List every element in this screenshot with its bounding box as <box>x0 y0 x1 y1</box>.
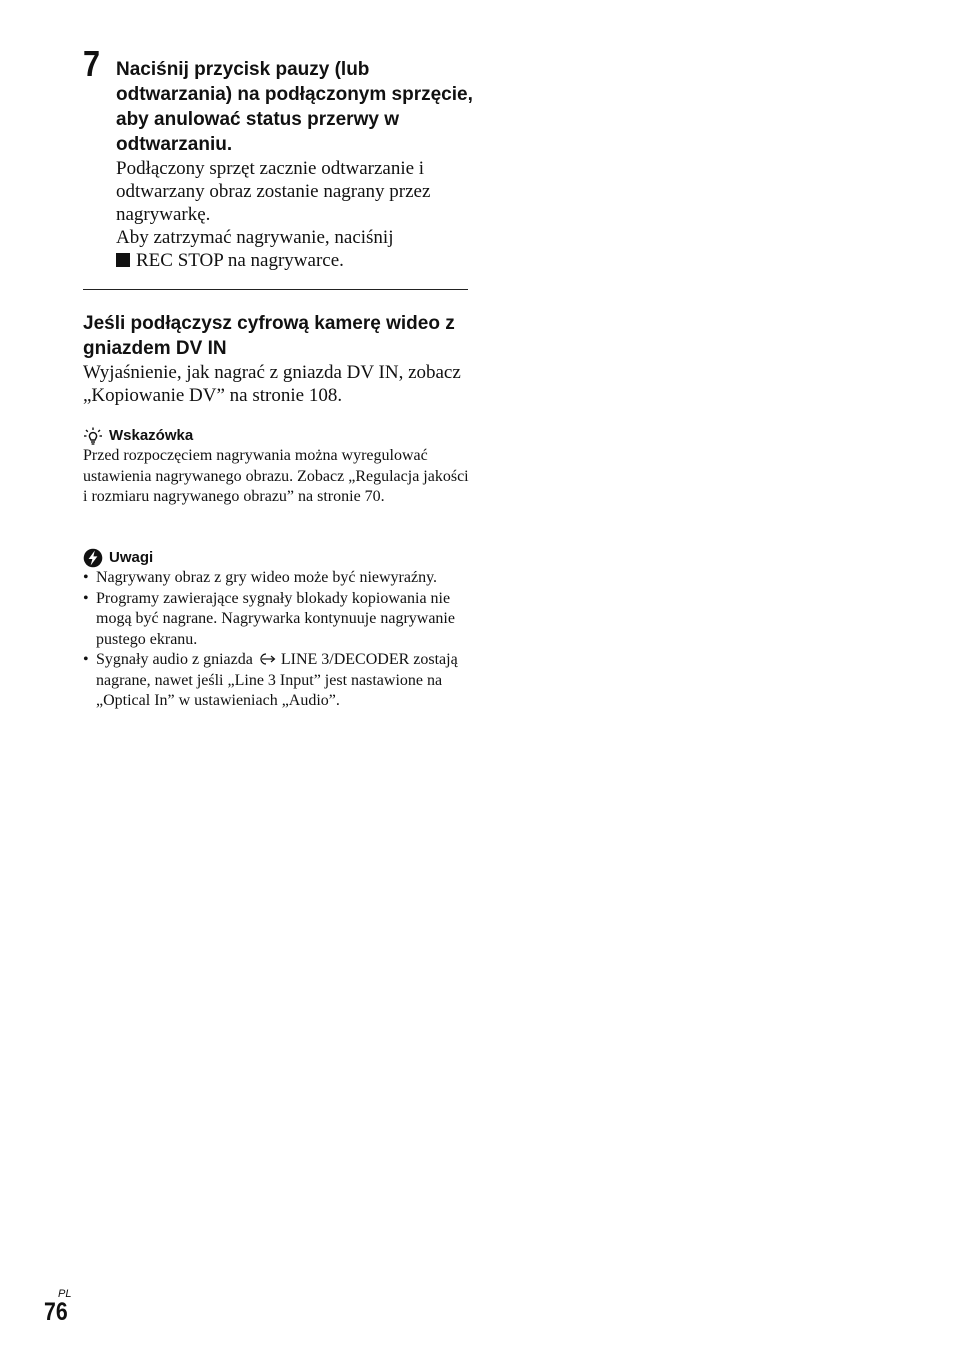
tip-box <box>83 426 473 508</box>
page-language: PL <box>58 1288 72 1300</box>
step-body-2-suffix: REC STOP na nagrywarce. <box>136 250 344 271</box>
tip-body: Przed rozpoczęciem nagrywania można wyregulować ustawienia nagrywanego obrazu. Zobacz „Regulacja jakości i rozmiaru nagrywanego obrazu” na stronie 70. <box>83 447 469 505</box>
lightbulb-icon <box>83 427 103 445</box>
stop-square-icon <box>116 253 130 267</box>
dv-in-section <box>83 311 473 407</box>
section-body: Wyjaśnienie, jak nagrać z gniazda DV IN, zobacz „Kopiowanie DV” na stronie 108. <box>83 362 461 406</box>
notes-box <box>83 548 473 712</box>
step-body <box>116 157 473 272</box>
line-input-icon <box>257 652 277 666</box>
notes-label-row <box>83 548 473 568</box>
step-body-paragraph-1: Podłączony sprzęt zacznie odtwarzanie i odtwarzany obraz zostanie nagrany przez nagrywarkę. <box>116 158 431 225</box>
page-number: 76 <box>44 1298 68 1326</box>
note-item: • Sygnały audio z gniazda LINE 3/DECODER zostają nagrane, nawet jeśli „Line 3 Input” jest nastawione na „Optical In” w ustawieniach „Audio”. <box>83 651 458 709</box>
notes-label: Uwagi <box>109 549 154 566</box>
notes-list <box>83 568 473 712</box>
note-item: • Nagrywany obraz z gry wideo może być niewyraźny. <box>83 569 438 586</box>
step-heading: Naciśnij przycisk pauzy (lub odtwarzania) na podłączonym sprzęcie, aby anulować status przerwy w odtwarzaniu. <box>116 59 473 155</box>
step-body-paragraph-2 <box>116 226 473 272</box>
note-item: • Programy zawierające sygnały blokady kopiowania nie mogą być nagrane. Nagrywarka kontynuuje nagrywanie pustego ekranu. <box>83 589 455 648</box>
step-7 <box>83 43 473 272</box>
section-title: Jeśli podłączysz cyfrową kamerę wideo z gniazdem DV IN <box>83 313 455 359</box>
step-body-2-prefix: Aby zatrzymać nagrywanie, naciśnij <box>116 227 394 248</box>
warning-icon <box>83 548 103 568</box>
tip-label-row <box>83 426 473 446</box>
step-number: 7 <box>83 43 101 84</box>
section-divider <box>83 289 468 290</box>
note-text: Programy zawierające sygnały blokady kopiowania nie mogą być nagrane. Nagrywarka kontynuuje nagrywanie pustego ekranu. <box>96 589 455 648</box>
tip-label: Wskazówka <box>109 427 194 444</box>
note-text-suffix: LINE 3/DECODER zostają nagrane, nawet jeśli „Line 3 Input” jest nastawione na „Optical In” w ustawieniach „Audio”. <box>96 651 458 709</box>
note-text: Nagrywany obraz z gry wideo może być niewyraźny. <box>96 569 438 586</box>
note-text-prefix: Sygnały audio z gniazda <box>96 651 253 668</box>
